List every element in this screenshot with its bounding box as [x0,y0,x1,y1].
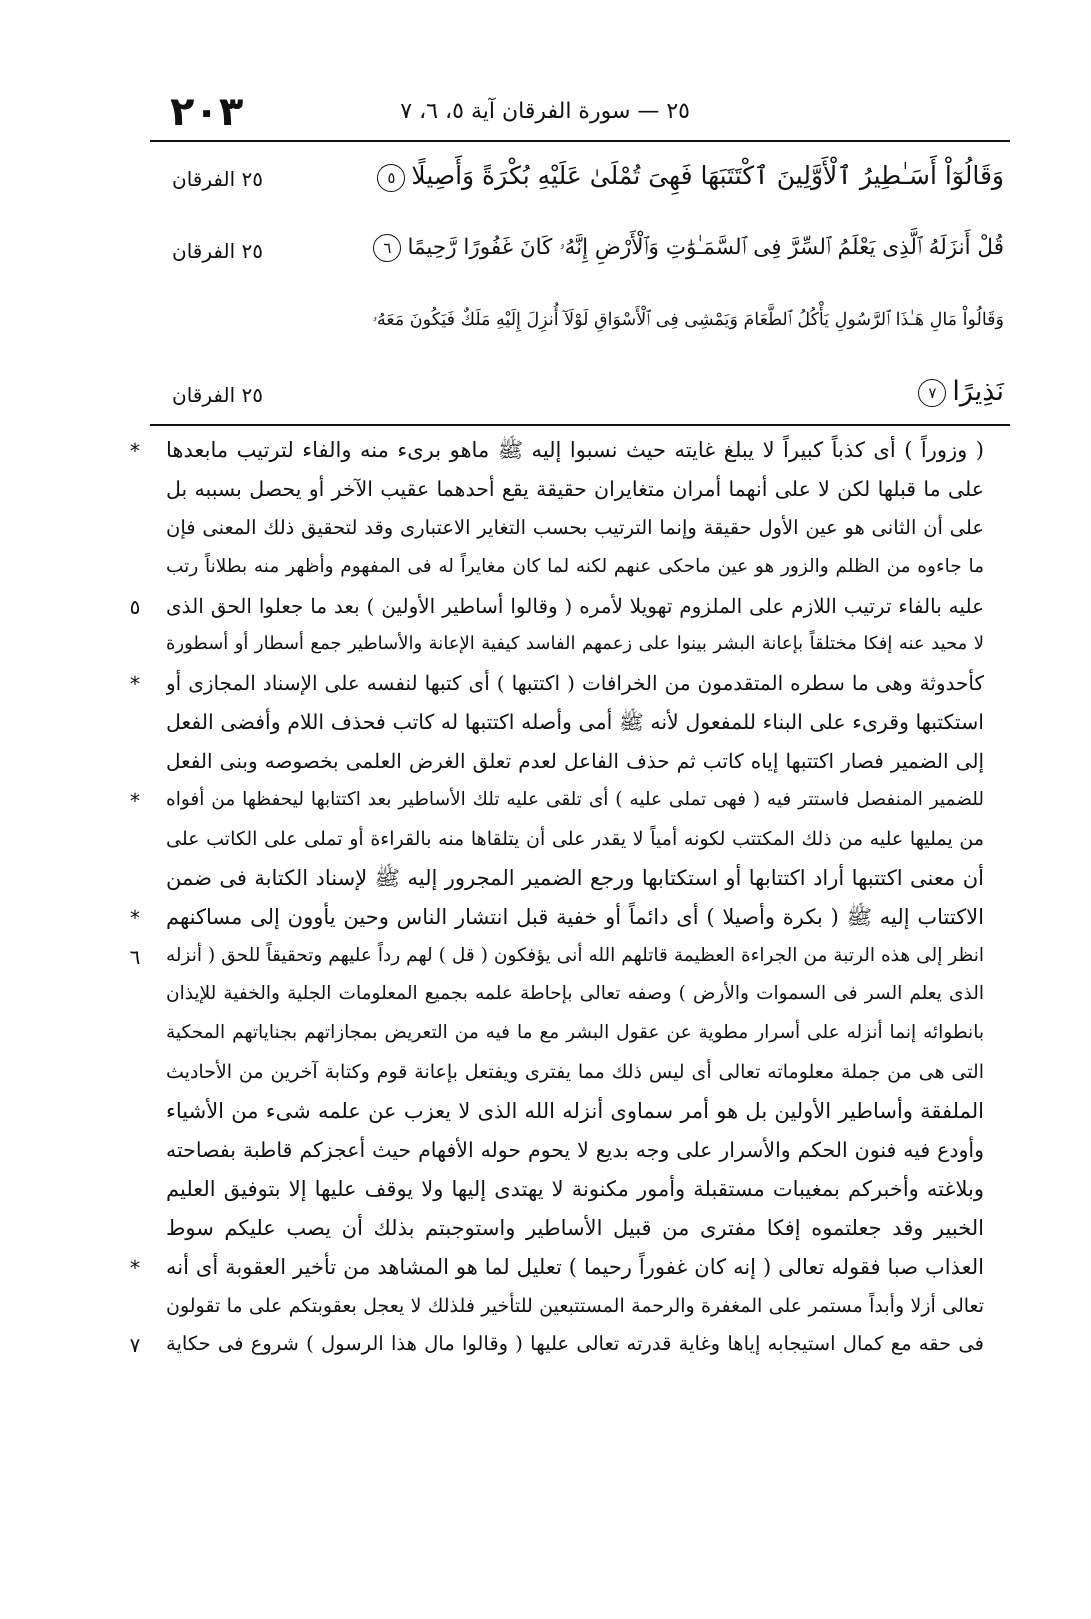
commentary-line-text: تعالى أزلا وأبداً مستمر على المغفرة والرحمة المستتبعين للتأخير فلذلك لا يعجل بعقوبتكم على ما تقولون [166,1294,984,1317]
commentary-line-text: التى هى من جملة معلوماته تعالى أى ليس ذلك مما يفترى ويفتعل بإعانة قوم وكتابة آخرين من الأحاديث [166,1061,984,1084]
commentary-line [110,702,1010,741]
verse-text: نَذِيرًا٧ [912,370,1004,414]
commentary-line [110,858,1010,897]
commentary-line-text: بانطوائه إنما أنزله على أسرار مطوية عن عقول البشر مع ما فيه من التعريض بمجازاتهم بجناياتهم المحكية [166,1022,984,1044]
commentary-line [110,819,1010,858]
commentary-line-text: للضمير المنفصل فاستتر فيه ( فهى تملى عليه ) أى تلقى عليه تلك الأساطير بعد اكتتابها ليحفظها من أفواه [166,789,984,811]
verse-row [150,290,1010,362]
commentary-line [110,1013,1010,1052]
commentary-line [110,469,1010,508]
running-head: ٢٥ — سورة الفرقان آية ٥، ٦، ٧ [400,99,690,124]
commentary-line [110,780,1010,819]
margin-verse-number: ٧ [129,1333,141,1358]
commentary-line [110,741,1010,780]
verse-reference: ٢٥ الفرقان [172,383,263,407]
commentary-line-text: كأحدوثة وهى ما سطره المتقدمون من الخرافات ( اكتتبها ) أى كتبها لنفسه على الإسناد المجازى أو [166,671,984,696]
commentary-line [110,1247,1010,1286]
margin-verse-number: ٦ [129,944,141,969]
verse-row [150,218,1010,290]
verse-row [150,146,1010,218]
commentary-line [110,1208,1010,1247]
verse-text: وَقَالُوٓاْ أَسَـٰطِيرُ ٱلْأَوَّلِينَ ٱكْتَتَبَهَا فَهِىَ تُمْلَىٰ عَلَيْهِ بُكْرَةً وَأَصِيلًا٥ [371,154,1004,198]
commentary-text [110,430,1010,1363]
commentary-line [110,1091,1010,1130]
commentary-line [110,1130,1010,1169]
verse-reference: ٢٥ الفرقان [172,239,263,263]
commentary-line-text: إلى الضمير فصار اكتتبها إياه كاتب ثم حذف الفاعل لعدم تعلق الغرض العلمى بخصوصه وبنى الفعل [166,749,984,774]
commentary-line [110,1286,1010,1325]
commentary-line [110,936,1010,975]
commentary-line-text: ما جاءوه من الظلم والزور هو عين ماحكى عنهم لكنه لما كان مغايراً له فى المفهوم وأظهر منه بطلاناً رتب [166,555,984,577]
commentary-line-text: فى حقه مع كمال استيجابه إياها وغاية قدرته تعالى عليها ( وقالوا مال هذا الرسول ) شروع فى حكاية [166,1332,984,1356]
commentary-line [110,663,1010,702]
commentary-line-text: أن معنى اكتتبها أراد اكتتابها أو استكتابها ورجع الضمير المجرور إليه ﷺ لإسناد الكتابة فى ضمن [166,865,984,890]
header-rule [150,140,1010,142]
quran-verses [150,146,1010,434]
commentary-line [110,547,1010,586]
commentary-line-text: وبلاغته وأخبركم بمغيبات مستقبلة وأمور مكنونة لا يهتدى إليها ولا يوقف عليها إلا بتوفيق العليم [166,1176,984,1201]
verse-text: قُلْ أَنزَلَهُ ٱلَّذِى يَعْلَمُ ٱلسِّرَّ فِى ٱلسَّمَـٰوَٰتِ وَٱلْأَرْضِ إِنَّهُۥ كَانَ غَفُورًا رَّحِيمًا٦ [367,226,1004,270]
margin-asterisk: * [130,672,140,697]
commentary-line-text: الخبير وقد جعلتموه إفكا مفترى من قبيل الأساطير واستوجبتم بذلك أن يصب عليكم سوط [166,1215,984,1240]
commentary-line-text: الملفقة وأساطير الأولين بل هو أمر سماوى أنزله الله الذى لا يعزب عن علمه شىء من الأشياء [166,1099,984,1124]
commentary-line [110,624,1010,663]
ayah-number-marker: ٦ [373,234,401,262]
commentary-line-text: لا محيد عنه إفكا مختلقاً بإعانة البشر بينوا على زعمهم الفاسد كيفية الإعانة والأساطير جمع أسطار أو أسطورة [166,633,984,655]
commentary-line [110,430,1010,469]
commentary-line [110,508,1010,547]
verses-rule [150,424,1010,426]
commentary-line [110,1052,1010,1091]
commentary-line [110,974,1010,1013]
commentary-line [110,1324,1010,1363]
verse-text: وَقَالُواْ مَالِ هَـٰذَا ٱلرَّسُولِ يَأْكُلُ ٱلطَّعَامَ وَيَمْشِى فِى ٱلْأَسْوَاقِ لَوْلَآ أُنزِلَ إِلَيْهِ مَلَكٌ فَيَكُونَ مَعَهُۥ [372,310,1004,330]
page-header [150,88,1010,136]
ayah-number-marker: ٧ [918,379,946,407]
commentary-line-text: عليه بالفاء ترتيب اللازم على الملزوم تهويلا لأمره ( وقالوا أساطير الأولين ) بعد ما جعلوا الحق الذى [166,593,984,618]
page-number: ٢٠٣ [170,89,244,135]
ayah-number-marker: ٥ [377,164,405,192]
commentary-line [110,586,1010,625]
margin-verse-number: ٥ [129,594,141,619]
margin-asterisk: * [130,1255,140,1280]
commentary-line-text: وأودع فيه فنون الحكم والأسرار على وجه بديع لا يحوم حوله الأفهام حيث أعجزكم قاطبة بفصاحته [166,1138,984,1163]
commentary-line-text: على أن الثانى هو عين الأول حقيقة وإنما الترتيب بحسب التغاير الاعتبارى وقد لتحقيق ذلك المعنى فإن [166,515,984,539]
commentary-line [110,1169,1010,1208]
commentary-line-text: انظر إلى هذه الرتبة من الجراءة العظيمة قاتلهم الله أنى يؤفكون ( قل ) لهم رداً عليهم وتحقيقاً للحق ( أنزله [166,944,984,966]
commentary-line-text: على ما قبلها لكن لا على أنهما أمران متغايران حقيقة يقع أحدهما عقيب الآخر أو يحصل بسببه بل [166,476,984,501]
margin-asterisk: * [130,905,140,930]
commentary-line-text: من يمليها عليه من ذلك المكتتب لكونه أمياً لا يقدر على أن يتلقاها منه بالقراءة أو تملى على الكاتب على [166,827,984,850]
commentary-line [110,897,1010,936]
commentary-line-text: العذاب صبا فقوله تعالى ( إنه كان غفوراً رحيما ) تعليل لما هو المشاهد من تأخير العقوبة أى أنه [166,1254,984,1279]
commentary-line-text: الاكتتاب إليه ﷺ ( بكرة وأصيلا ) أى دائماً أو خفية قبل انتشار الناس وحين يأوون إلى مساكنهم [166,904,984,929]
margin-asterisk: * [130,439,140,463]
verse-reference: ٢٥ الفرقان [172,167,263,191]
commentary-line-text: استكتبها وقرىء على البناء للمفعول لأنه ﷺ أمى وأصله اكتتبها له كاتب فحذف اللام وأفضى الفعل [166,710,984,735]
commentary-line-text: ( وزوراً ) أى كذباً كبيراً لا يبلغ غايته حيث نسبوا إليه ﷺ ماهو برىء منه والفاء لترتيب مابعدها [166,438,984,462]
commentary-line-text: الذى يعلم السر فى السموات والأرض ) وصفه تعالى بإحاطة علمه بجميع المعلومات الجلية والخفية للإيذان [166,983,984,1005]
margin-asterisk: * [130,789,140,814]
